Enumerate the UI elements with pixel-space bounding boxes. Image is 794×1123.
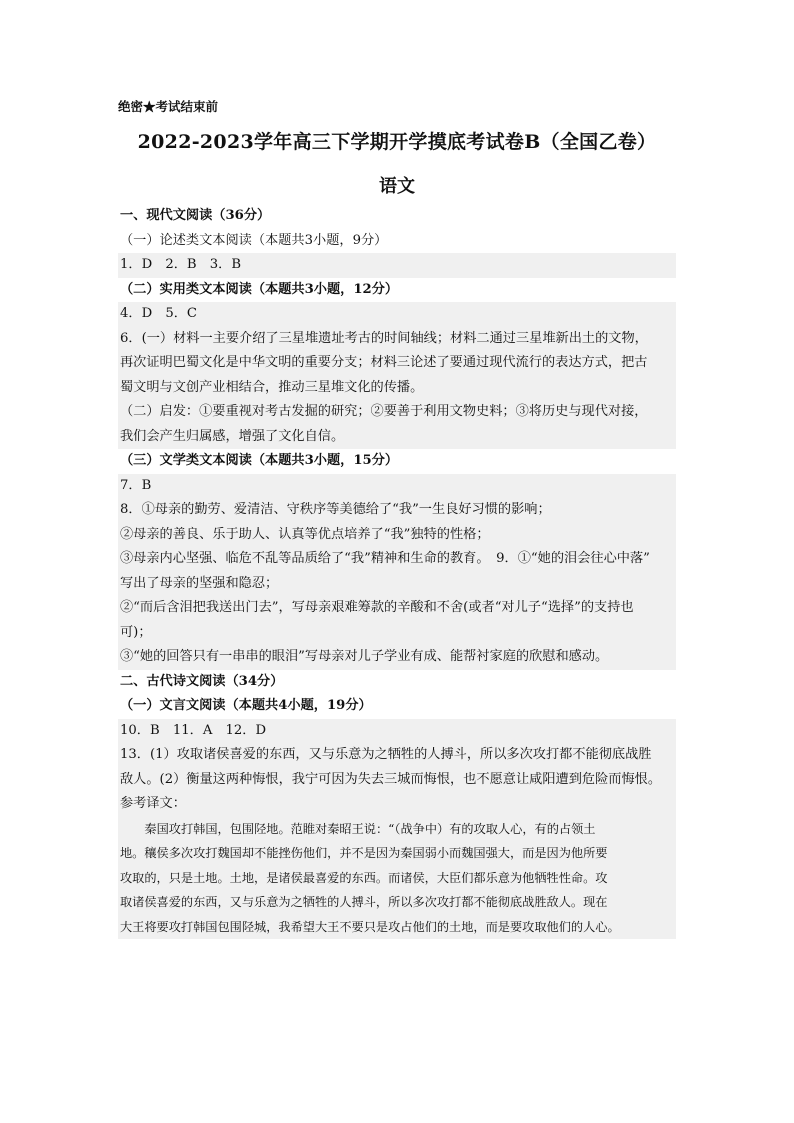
translation-line: 地。穰侯多次攻打魏国却不能挫伤他们，并不是因为秦国弱小而魏国强大，而是因为他所要 (118, 841, 676, 866)
answer-line: 我们会产生归属感，增强了文化自信。 (118, 425, 676, 450)
confidential-mark: 绝密★考试结束前 (118, 99, 219, 114)
subject-title: 语文 (379, 176, 415, 197)
subsection-heading: （一）文言文阅读（本题共4小题，19分） (120, 698, 372, 713)
section-heading: 二、古代诗文阅读（34分） (120, 673, 284, 689)
answer-line: （二）启发：①要重视对考古发掘的研究；②要善于利用文物史料；③将历史与现代对接， (118, 400, 676, 425)
answer-line: 8．①母亲的勤劳、爱清洁、守秩序等美德给了“我”一生良好习惯的影响； (118, 498, 676, 523)
answer-line: 参考译文： (118, 792, 676, 817)
answer-line: ②母亲的善良、乐于助人、认真等优点培养了“我”独特的性格； (118, 523, 676, 548)
answer-line: 蜀文明与文创产业相结合，推动三星堆文化的传播。 (118, 376, 676, 401)
subsection-heading: （二）实用类文本阅读（本题共3小题，12分） (120, 281, 399, 297)
answer-line: 7．B (118, 474, 676, 499)
answer-line: 6．(一）材料一主要介绍了三星堆遗址考古的时间轴线；材料二通过三星堆新出土的文物， (118, 327, 676, 352)
subsection-heading: （一）论述类文本阅读（本题共3小题，9分） (120, 232, 388, 248)
answer-line: 写出了母亲的坚强和隐忍； (118, 572, 676, 597)
answer-line: 再次证明巴蜀文化是中华文明的重要分支；材料三论述了要通过现代流行的表达方式，把古 (118, 351, 676, 376)
answer-line: 敌人。(2）衡量这两种悔恨，我宁可因为失去三城而悔恨，也不愿意让咸阳遭到危险而悔恨。 (118, 768, 676, 793)
exam-title: 2022-2023学年高三下学期开学摸底考试卷B（全国乙卷） (137, 131, 657, 153)
answer-line: 1．D 2．B 3．B (118, 253, 676, 278)
answer-line: ③母亲内心坚强、临危不乱等品质给了“我”精神和生命的教育。 9．①“她的泪会往心中落” (118, 547, 676, 572)
translation-line: 大王将要攻打韩国包围陉城，我希望大王不要只是攻占他们的土地，而是要攻取他们的人心。 (118, 915, 676, 940)
answer-line: ③“她的回答只有一串串的眼泪”写母亲对儿子学业有成、能帮衬家庭的欣慰和感动。 (118, 645, 676, 670)
answer-line: 4．D 5．C (118, 302, 676, 327)
answer-line: 13．(1）攻取诸侯喜爱的东西，又与乐意为之牺牲的人搏斗，所以多次攻打都不能彻底战胜 (118, 743, 676, 768)
answer-line: ②“而后含泪把我送出门去”，写母亲艰难筹款的辛酸和不舍(或者“对儿子“选择”的支持也 (118, 596, 676, 621)
translation-line: 秦国攻打韩国，包围陉地。范睢对秦昭王说：“（战争中）有的攻取人心，有的占领土 (118, 817, 676, 842)
answer-line: 可)； (118, 621, 676, 646)
section-heading: 一、现代文阅读（36分） (120, 208, 271, 223)
answer-line: 10．B 11．A 12．D (118, 719, 676, 744)
translation-line: 攻取的，只是土地。土地，是诸侯最喜爱的东西。而诸侯，大臣们都乐意为他牺牲性命。攻 (118, 866, 676, 891)
translation-line: 取诸侯喜爱的东西，又与乐意为之牺牲的人搏斗，所以多次攻打都不能彻底战胜敌人。现在 (118, 890, 676, 915)
answer-body (118, 204, 676, 939)
subsection-heading: （三）文学类文本阅读（本题共3小题，15分） (120, 453, 399, 468)
